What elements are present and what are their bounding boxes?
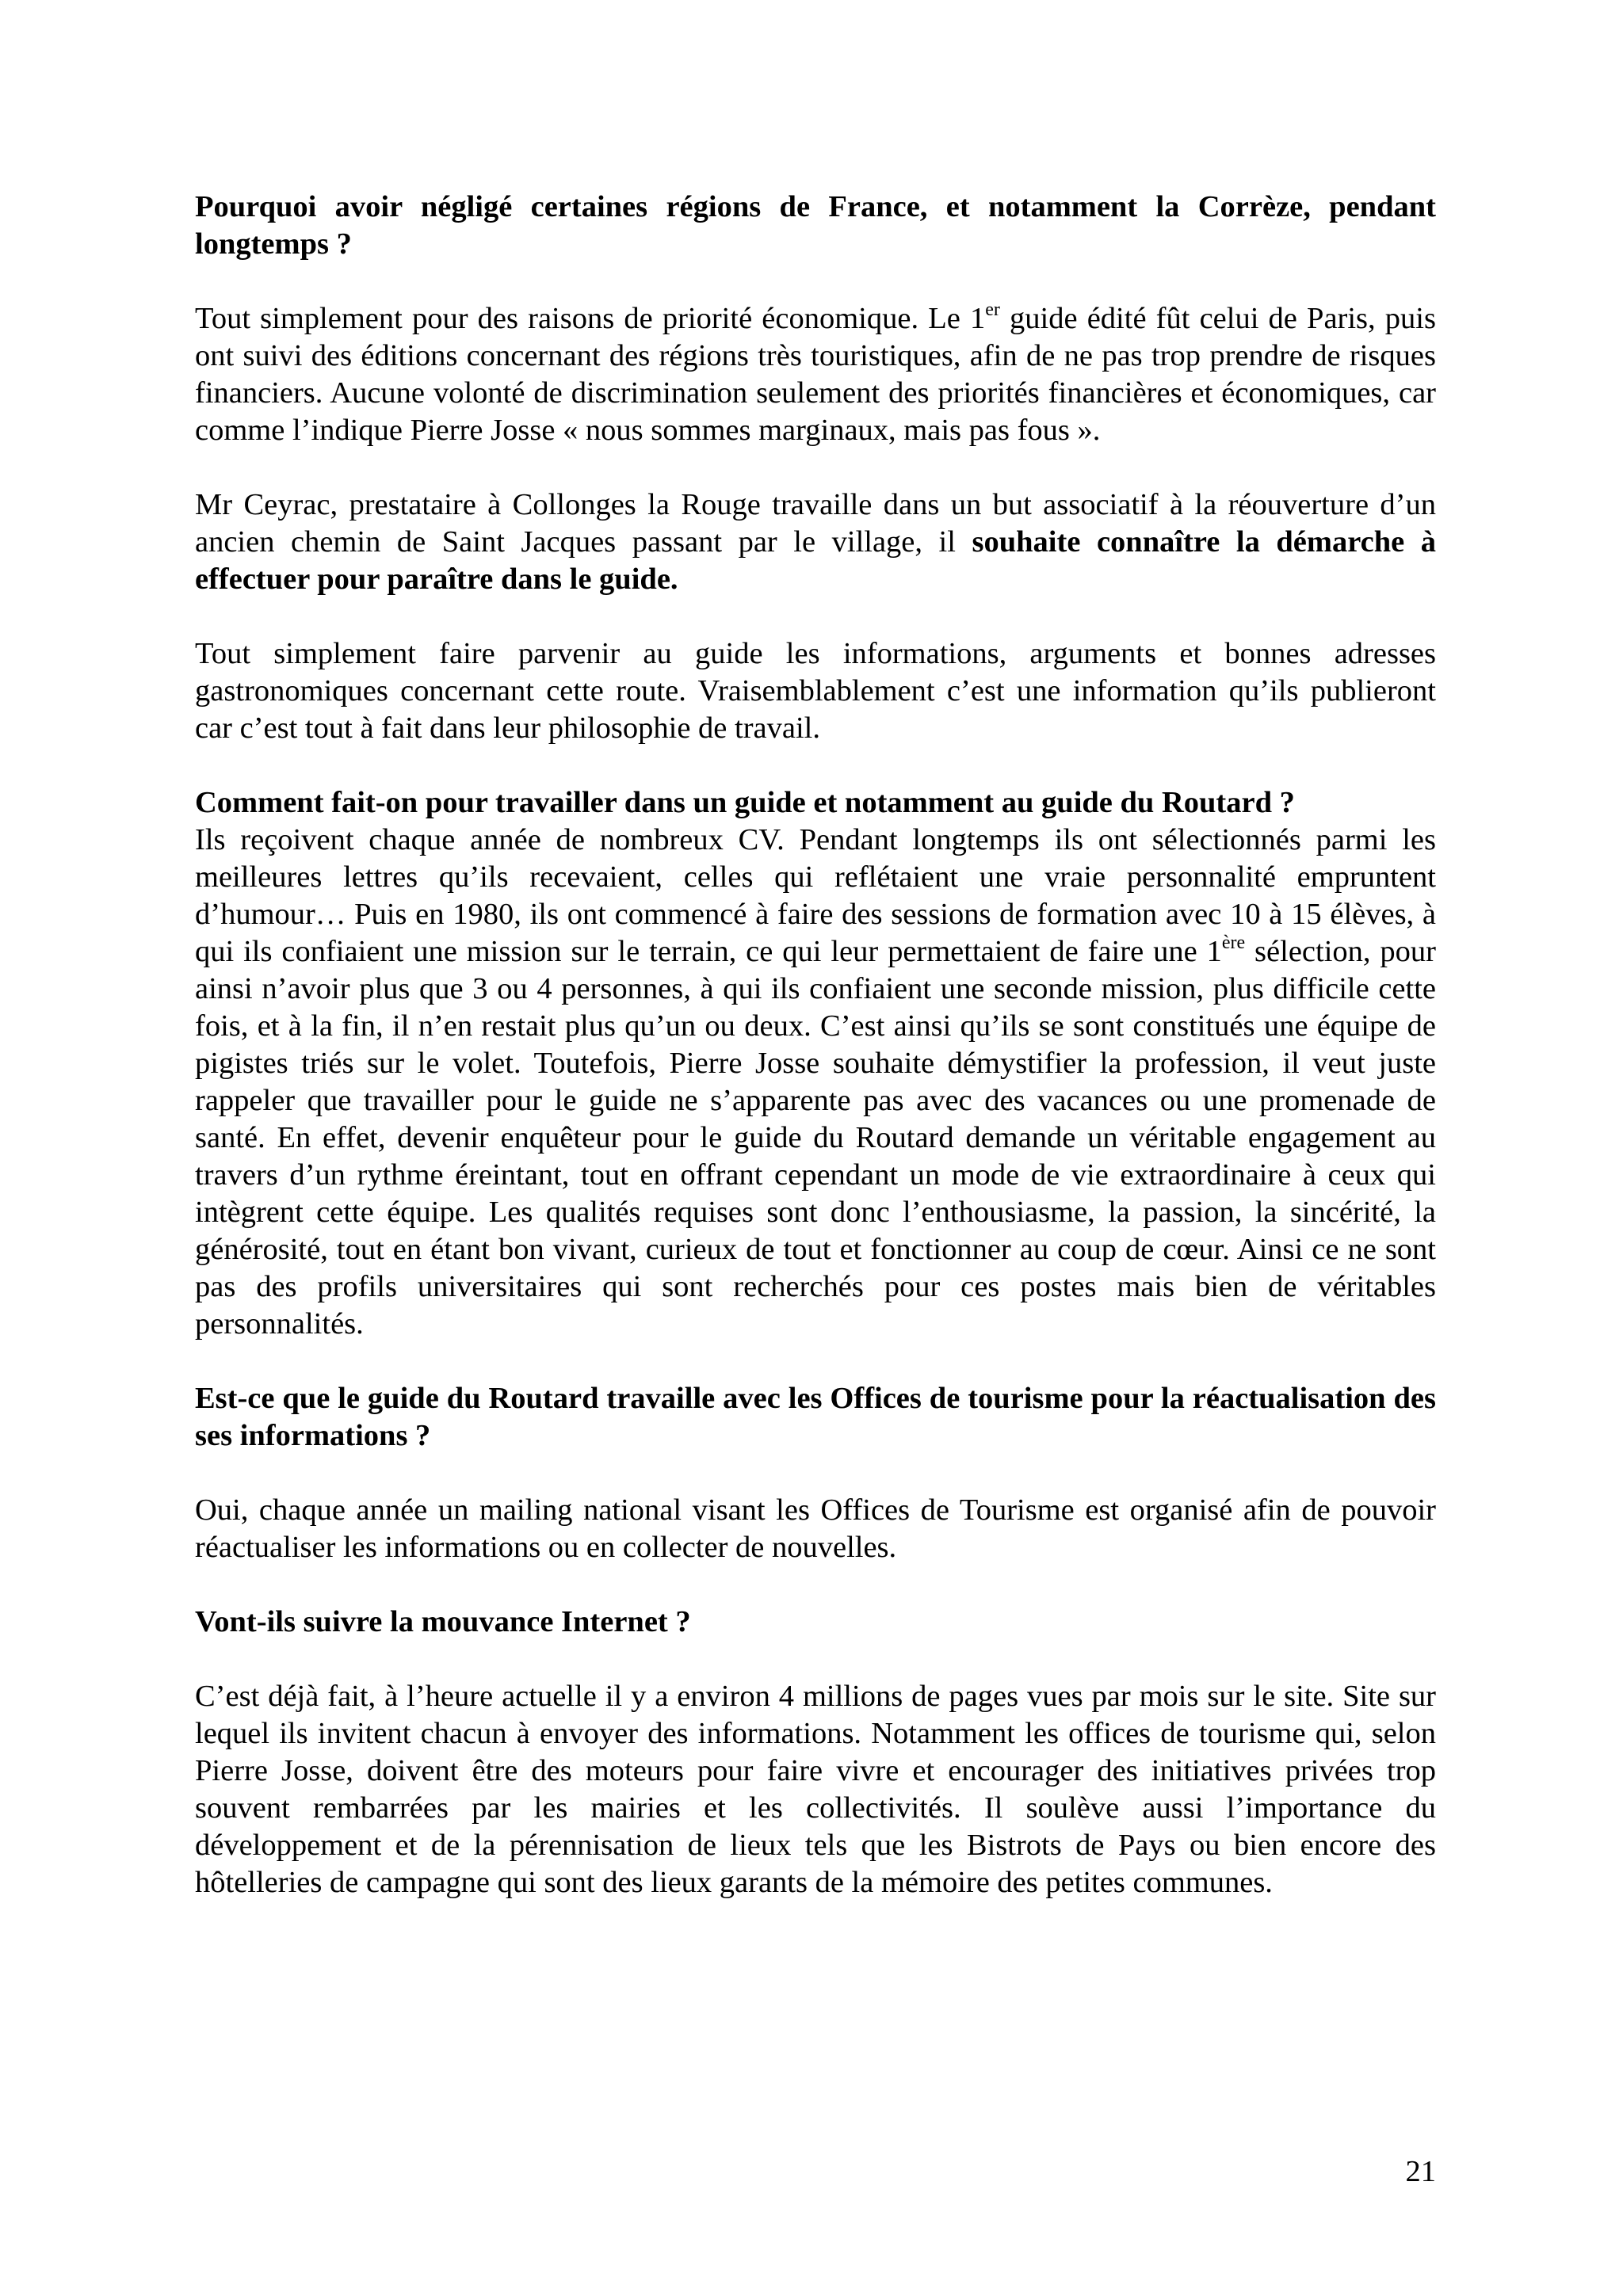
- ordinal-superscript: er: [985, 299, 1000, 321]
- ordinal-superscript: ère: [1221, 933, 1246, 954]
- answer-tourism-offices: Oui, chaque année un mailing national visant les Offices de Tourisme est organisé afin de pouvoir réactualiser les informations ou en collecter de nouvelles.: [195, 1493, 1436, 1564]
- question-internet: Vont-ils suivre la mouvance Internet ?: [195, 1605, 691, 1638]
- page-number: 21: [1405, 2155, 1436, 2188]
- question-neglected-regions: Pourquoi avoir négligé certaines régions de France, et notamment la Corrèze, pendant longtemps ?: [195, 190, 1436, 261]
- answer-text: Ils reçoivent chaque année de nombreux CV. Pendant longtemps ils ont sélectionnés parmi les meilleures lettres qu’ils recevaient, celles qui reflétaient une vraie personnalité empruntent d’humour… Puis en 1980, ils ont commencé à faire des sessions de formation avec 10 à 15 élèves, à qui ils confiaient une mission sur le terrain, ce qui leur permettaient de faire une 1: [195, 823, 1436, 968]
- page-content: [195, 189, 1436, 1939]
- answer-internet: C’est déjà fait, à l’heure actuelle il y a environ 4 millions de pages vues par mois sur le site. Site sur lequel ils invitent chacun à envoyer des informations. Notamment les offices de tourisme qui, selon Pierre Josse, doivent être des moteurs pour faire vivre et encourager des initiatives privées trop souvent rembarrées par les mairies et les collectivités. Il soulève aussi l’importance du développement et de la pérennisation de lieux tels que les Bistrots de Pays ou bien encore des hôtelleries de campagne qui sont des lieux garants de la mémoire des petites communes.: [195, 1680, 1436, 1899]
- answer-working-for-guide: [195, 822, 1436, 1343]
- answer-text: Tout simplement pour des raisons de priorité économique. Le 1: [195, 302, 986, 335]
- bold-request-text: souhaite connaître la démarche à effectuer pour paraître dans le guide.: [195, 525, 1436, 596]
- answer-text: guide édité fût celui de Paris, puis ont suivi des éditions concernant des régions très touristiques, afin de ne pas trop prendre de risques financiers. Aucune volonté de discrimination seulement des priorités financières et économiques, car comme l’indique Pierre Josse « nous sommes marginaux, mais pas fous ».: [195, 302, 1436, 447]
- question-working-for-guide: Comment fait-on pour travailler dans un guide et notamment au guide du Routard ?: [195, 786, 1295, 819]
- answer-neglected-regions: [195, 300, 1436, 449]
- answer-ceyrac-request: Tout simplement faire parvenir au guide les informations, arguments et bonnes adresses gastronomiques concernant cette route. Vraisemblablement c’est une information qu’ils publieront car c’est tout à fait dans leur philosophie de travail.: [195, 637, 1436, 745]
- answer-text: sélection, pour ainsi n’avoir plus que 3 ou 4 personnes, à qui ils confiaient une seconde mission, plus difficile cette fois, et à la fin, il n’en restait plus qu’un ou deux. C’est ainsi qu’ils se sont constitués une équipe de pigistes triés sur le volet. Toutefois, Pierre Josse souhaite démystifier la profession, il veut juste rappeler que travailler pour le guide ne s’apparente pas avec des vacances ou une promenade de santé. En effet, devenir enquêteur pour le guide du Routard demande un véritable engagement au travers d’un rythme éreintant, tout en offrant cependant un mode de vie extraordinaire à ceux qui intègrent cette équipe. Les qualités requises sont donc l’enthousiasme, la passion, la sincérité, la générosité, tout en étant bon vivant, curieux de tout et fonctionner au coup de cœur. Ainsi ce ne sont pas des profils universitaires qui sont recherchés pour ces postes mais bien de véritables personnalités.: [195, 935, 1436, 1341]
- paragraph-text: Mr Ceyrac, prestataire à Collonges la Rouge travaille dans un but associatif à la réouverture d’un ancien chemin de Saint Jacques passant par le village, il: [195, 488, 1436, 559]
- paragraph-ceyrac-request: [195, 486, 1436, 598]
- question-tourism-offices: Est-ce que le guide du Routard travaille avec les Offices de tourisme pour la réactualisation des ses informations ?: [195, 1382, 1436, 1452]
